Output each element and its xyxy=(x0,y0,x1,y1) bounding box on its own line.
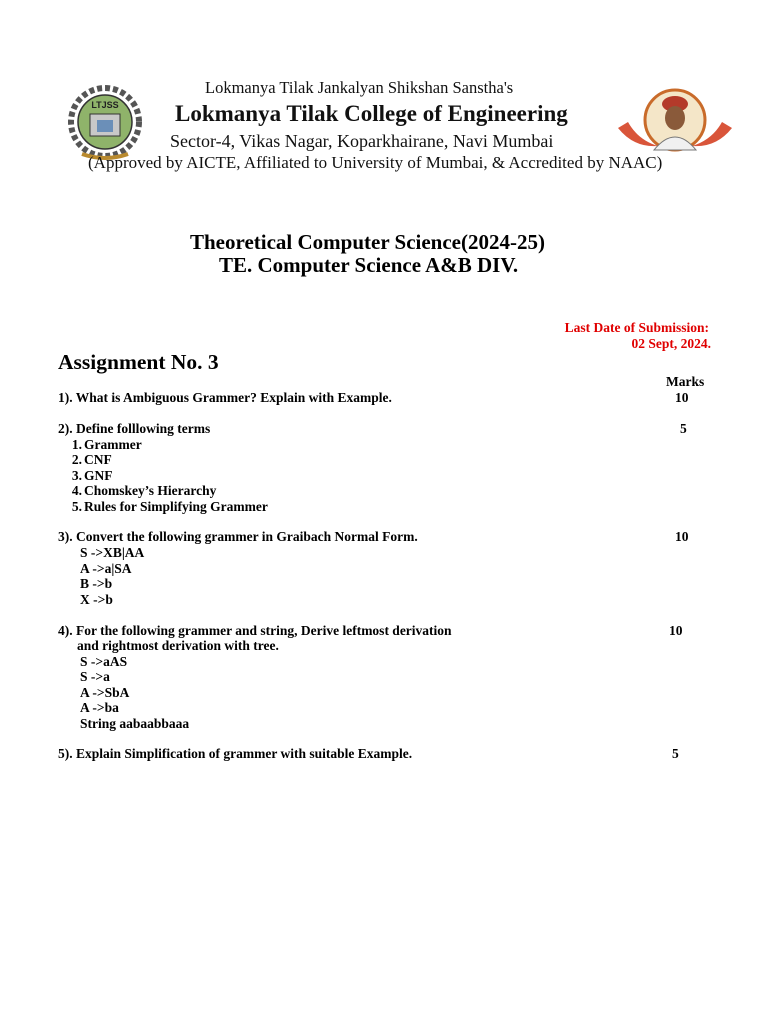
production-rule: X ->b xyxy=(80,592,113,607)
list-item: 5. Rules for Simplifying Grammer xyxy=(71,499,268,514)
marks-column-header: Marks xyxy=(666,374,705,389)
question-1: 1). What is Ambiguous Grammer? Explain with Example. xyxy=(58,390,392,405)
list-item: 4. Chomskey’s Hierarchy xyxy=(71,483,217,498)
question-5-marks: 5 xyxy=(672,746,679,761)
question-2: 2). Define folllowing terms xyxy=(58,421,211,436)
deadline-date: 02 Sept, 2024. xyxy=(631,336,711,351)
assignment-title: Assignment No. 3 xyxy=(58,350,219,374)
production-rule: B ->b xyxy=(80,576,113,591)
input-string: String aabaabbaaa xyxy=(80,716,190,731)
question-4-line2: and rightmost derivation with tree. xyxy=(77,638,279,653)
production-rule: S ->aAS xyxy=(80,654,128,669)
production-rule: A ->ba xyxy=(80,700,119,715)
accreditation-note: (Approved by AICTE, Affiliated to University of Mumbai, & Accredited by NAAC) xyxy=(88,153,663,172)
production-rule: A ->a|SA xyxy=(80,561,132,576)
list-item: 3. GNF xyxy=(71,468,113,483)
college-logo-left xyxy=(64,84,146,160)
logo-left-text: LTJSS xyxy=(91,100,119,110)
question-3-marks: 10 xyxy=(675,529,689,544)
production-rule: S ->a xyxy=(80,669,110,684)
production-rule: S ->XB|AA xyxy=(80,545,145,560)
college-address: Sector-4, Vikas Nagar, Koparkhairane, Navi Mumbai xyxy=(170,131,554,151)
question-1-marks: 10 xyxy=(675,390,689,405)
question-5: 5). Explain Simplification of grammer with suitable Example. xyxy=(58,746,413,761)
course-title: Theoretical Computer Science(2024-25) xyxy=(190,230,545,254)
question-2-marks: 5 xyxy=(680,421,687,436)
college-name: Lokmanya Tilak College of Engineering xyxy=(175,101,568,126)
course-subtitle: TE. Computer Science A&B DIV. xyxy=(219,253,519,277)
sanstha-name: Lokmanya Tilak Jankalyan Shikshan Sanstha's xyxy=(205,78,514,97)
production-rule: A ->SbA xyxy=(80,685,130,700)
question-4: 4). For the following grammer and string, Derive leftmost derivation xyxy=(58,623,452,638)
list-item: 2. CNF xyxy=(71,452,112,467)
founder-portrait-emblem xyxy=(614,88,736,154)
list-item: 1. Grammer xyxy=(71,437,142,452)
question-4-marks: 10 xyxy=(669,623,683,638)
deadline-label: Last Date of Submission: xyxy=(564,320,709,335)
question-3: 3). Convert the following grammer in Graibach Normal Form. xyxy=(58,529,418,544)
